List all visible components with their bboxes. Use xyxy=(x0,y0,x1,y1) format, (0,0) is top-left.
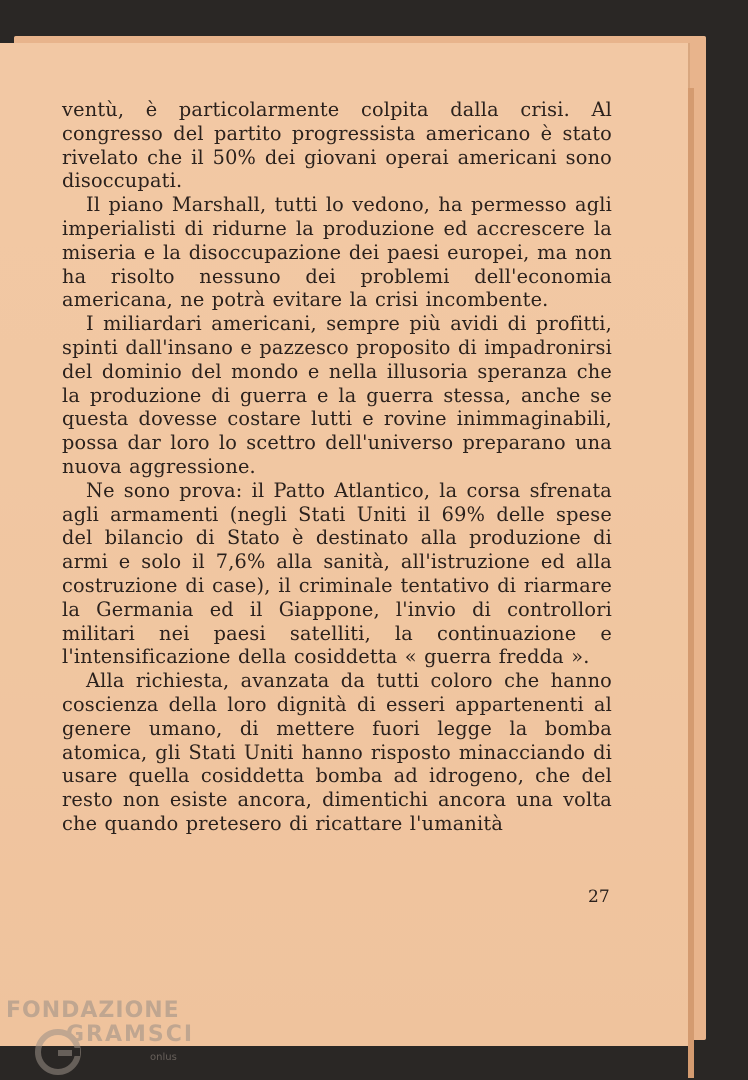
archive-watermark xyxy=(6,998,206,1078)
watermark-line1: FONDAZIONE xyxy=(6,998,180,1023)
paragraph-5: Alla richiesta, avanzata da tutti coloro che hanno coscienza della loro dignità di esseri appartenenti al genere umano, di mettere fuori legge la bomba atomica, gli Stati Uniti hanno risposto minacciando di usare quella cosiddetta bomba ad idrogeno, che del resto non esiste ancora, dimentichi ancora una volta che quando pretesero di ricattare l'umanità xyxy=(62,669,612,835)
watermark-sub: onlus xyxy=(150,1052,177,1063)
page-edge xyxy=(688,88,694,1078)
paragraph-1: ventù, è particolarmente colpita dalla crisi. Al congresso del partito progressista americano è stato rivelato che il 50% dei giovani operai americani sono disoccupati. xyxy=(62,98,612,193)
body-text xyxy=(62,98,612,836)
watermark-line2: GRAMSCI xyxy=(66,1022,195,1047)
paragraph-4: Ne sono prova: il Patto Atlantico, la corsa sfrenata agli armamenti (negli Stati Uniti il 69% delle spese del bilancio di Stato è destinato alla produzione di armi e solo il 7,6% alla sanità, all'istruzione ed alla costruzione di case), il criminale tentativo di riarmare la Germania ed il Giappone, l'invio di controllori militari nei paesi satelliti, la continuazione e l'intensificazione della cosiddetta « guerra fredda ». xyxy=(62,478,612,669)
paragraph-2: Il piano Marshall, tutti lo vedono, ha permesso agli imperialisti di ridurne la produzione ed accrescere la miseria e la disoccupazione dei paesi europei, ma non ha risolto nessuno dei problemi dell'economia americana, ne potrà evitare la crisi incombente. xyxy=(62,193,612,312)
paragraph-3: I miliardari americani, sempre più avidi di profitti, spinti dall'insano e pazzesco proposito di impadronirsi del dominio del mondo e nella illusoria speranza che la produzione di guerra e la guerra stessa, anche se questa dovesse costare lutti e rovine inimmaginabili, possa dar loro lo scettro dell'universo preparano una nuova aggressione. xyxy=(62,312,612,478)
page-number: 27 xyxy=(588,887,610,907)
